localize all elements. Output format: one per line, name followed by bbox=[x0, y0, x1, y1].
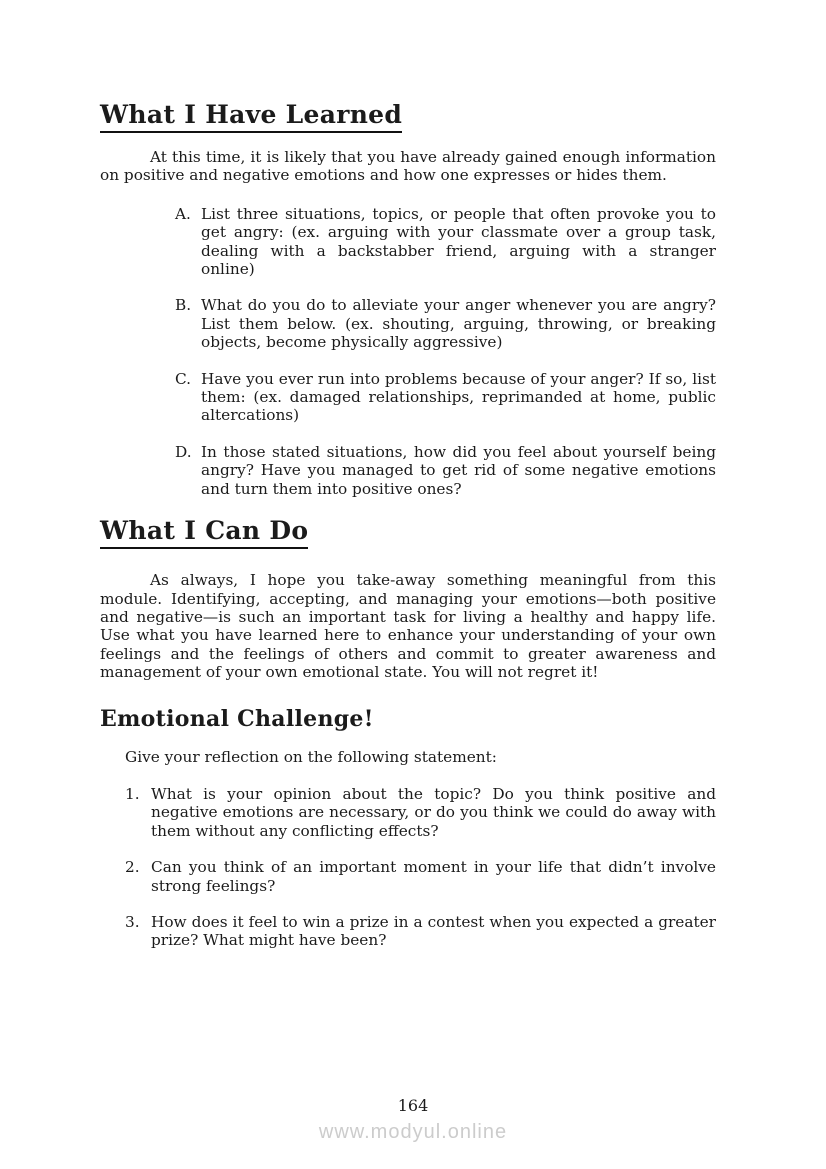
list-item-2-text: Can you think of an important moment in your life that didn’t involve strong feelings? bbox=[151, 858, 716, 895]
list-item-1 bbox=[125, 785, 716, 840]
section-emotional-challenge bbox=[100, 706, 716, 950]
list-item-d-text: In those stated situations, how did you feel about yourself being angry? Have you managed to get rid of some negative emotions and turn them into positive ones? bbox=[201, 442, 716, 498]
page-number: 164 bbox=[397, 1096, 429, 1115]
list-item-3 bbox=[125, 913, 716, 950]
list-marker-d: D. bbox=[175, 442, 192, 461]
list-item-c bbox=[175, 370, 716, 425]
list-marker-3: 3. bbox=[125, 912, 140, 931]
list-item-a-text: List three situations, topics, or people that often provoke you to get angry: (ex. arguing with your classmate over a group task, dealing with a backstabber friend, arguing with a stranger online) bbox=[201, 204, 716, 279]
list-item-a bbox=[175, 205, 716, 279]
cando-paragraph: As always, I hope you take-away something meaningful from this module. Identifying, accepting, and managing your emotions—both positive and negative—is such an important task for living a healthy and happy life. Use what you have learned here to enhance your understanding of your own feelings and the feelings of others and commit to greater awareness and management of your own emotional state. You will not regret it! bbox=[100, 571, 716, 682]
list-item-3-text: How does it feel to win a prize in a contest when you expected a greater prize? What might have been? bbox=[151, 912, 716, 950]
section-what-i-have-learned bbox=[100, 100, 716, 498]
list-marker-b: B. bbox=[175, 296, 192, 315]
heading-what-i-have-learned bbox=[100, 100, 716, 133]
page-content bbox=[100, 100, 716, 968]
list-item-b bbox=[175, 296, 716, 351]
watermark: www.modyul.online bbox=[318, 1121, 508, 1143]
list-item-b-text: What do you do to alleviate your anger whenever you are angry? List them below. (ex. shouting, arguing, throwing, or breaking objects, become physically aggressive) bbox=[201, 296, 716, 352]
section-what-i-can-do bbox=[100, 516, 716, 681]
page-footer bbox=[0, 1096, 826, 1144]
heading-underline-text: What I Can Do bbox=[100, 516, 308, 549]
list-marker-c: C. bbox=[175, 369, 192, 388]
list-marker-a: A. bbox=[175, 204, 191, 223]
list-marker-2: 2. bbox=[125, 858, 140, 877]
list-marker-1: 1. bbox=[125, 784, 140, 803]
heading-underline-text: What I Have Learned bbox=[100, 100, 402, 133]
list-item-d bbox=[175, 443, 716, 498]
heading-emotional-challenge: Emotional Challenge! bbox=[100, 705, 374, 732]
list-item-2 bbox=[125, 858, 716, 895]
challenge-instruction: Give your reflection on the following statement: bbox=[125, 747, 497, 766]
list-item-1-text: What is your opinion about the topic? Do you think positive and negative emotions are necessary, or do you think we could do away with them without any conflicting effects? bbox=[151, 784, 716, 840]
list-item-c-text: Have you ever run into problems because of your anger? If so, list them: (ex. damaged relationships, reprimanded at home, public altercations) bbox=[201, 369, 716, 425]
heading-what-i-can-do bbox=[100, 516, 716, 549]
alpha-list bbox=[175, 205, 716, 498]
numbered-list bbox=[125, 785, 716, 950]
learned-intro-paragraph: At this time, it is likely that you have already gained enough information on positive and negative emotions and how one expresses or hides them. bbox=[100, 148, 716, 185]
